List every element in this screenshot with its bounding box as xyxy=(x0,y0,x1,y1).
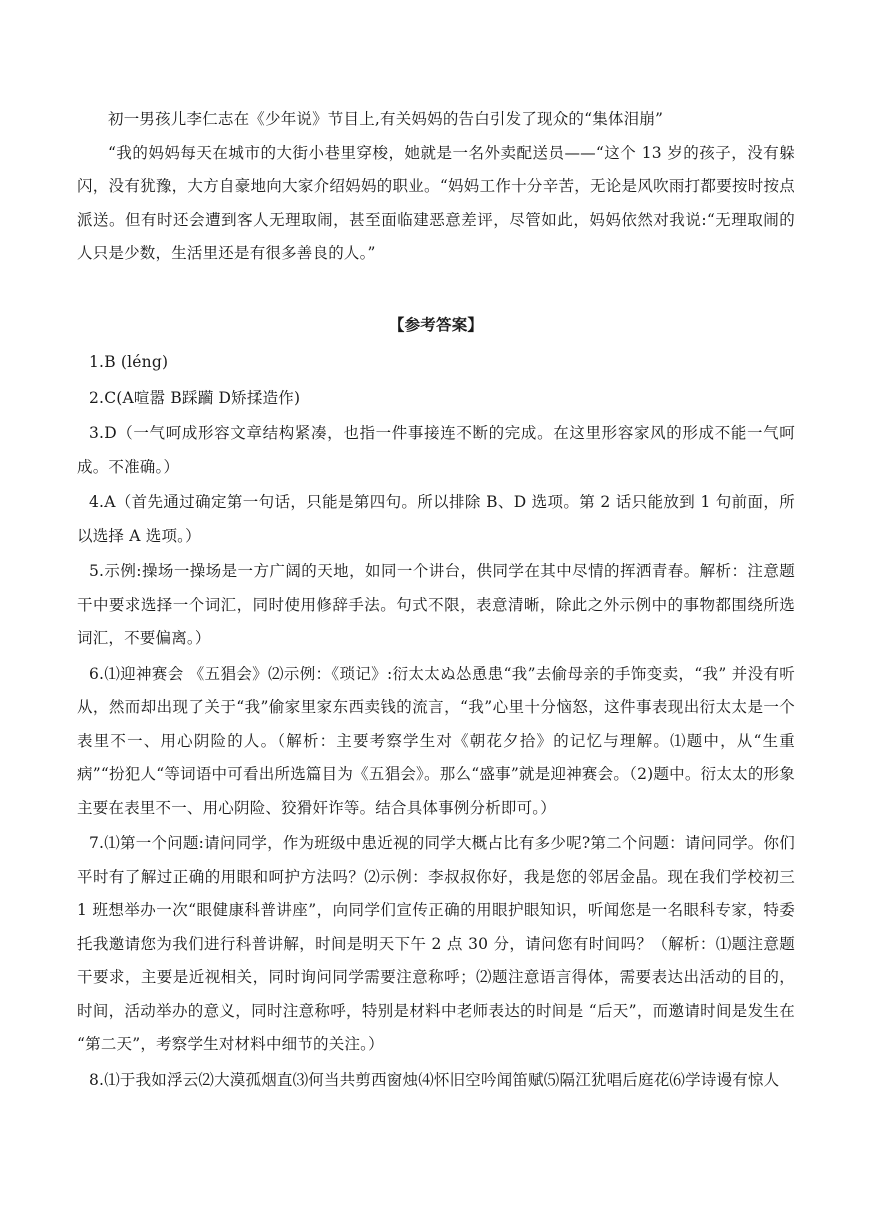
intro-paragraph: “我的妈妈每天在城市的大街小巷里穿梭，她就是一名外卖配送员——“这个 13 岁的孩子，没有躲闪，没有犹豫，大方自豪地向大家介绍妈妈的职业。“妈妈工作十分辛苦，无论是风吹雨打都要按时按点派送。但有时还会遭到客人无理取闹，甚至面临建恶意差评，尽管如此，妈妈依然对我说:“无理取闹的人只是少数，生活里还是有很多善良的人。” xyxy=(77,143,795,262)
answers-title: 【参考答案】 xyxy=(388,315,484,334)
answer-item: 2.C(A喧嚣 B踩躏 D矫揉造作) xyxy=(89,388,301,407)
document-content xyxy=(77,103,795,1097)
answer-item: 6.⑴迎神赛会 《五猖会》⑵示例：《琐记》:衍太太ぬ怂恿患“我”去偷母亲的手饰变卖，“我” 并没有听从，然而却出现了关于“我”偷家里家东西卖钱的流言，“我”心里十分恼怒，这件事表现出衍太太是一个表里不一、用心阴险的人。（解析：主要考察学生对《朝花夕拾》的记忆与理解。⑴题中，从“生重病”“扮犯人“等词语中可看出所选篇目为《五猖会》。那么“盛事”就是迎神赛会。（2)题中。衍太太的形象主要在表里不一、用心阴险、狡猾奸诈等。结合具体事例分析即可。） xyxy=(77,664,795,817)
answer-item: 7.⑴第一个问题:请问同学，作为班级中患近视的同学大概占比有多少呢?第二个问题：请问同学。你们平时有了解过正确的用眼和呵护方法吗？⑵示例：李叔叔你好，我是您的邻居金晶。现在我们学校初三 1 班想举办一次“眼健康科普讲座”，向同学们宣传正确的用眼护眼知识，听闻您是一名眼科专家，特委托我邀请您为我们进行科普讲解，时间是明天下午 2 点 30 分，请问您有时间吗？（解析：⑴题注意题干要求，主要是近视相关，同时询问同学需要注意称呼；⑵题注意语言得体，需要表达出活动的目的，时间，活动举办的意义，同时注意称呼，特别是材料中老师表达的时间是 “后天”，而邀请时间是发生在 “第二天”，考察学生对材料中细节的关注。） xyxy=(77,834,795,1053)
answer-item: 4.A（首先通过确定第一句话，只能是第四句。所以排除 B、D 选项。第 2 话只能放到 1 句前面，所以选择 A 选项。） xyxy=(77,493,795,545)
answer-item: 1.B (léng) xyxy=(89,353,169,371)
answer-item: 5.示例:操场一操场是一方广阔的天地，如同一个讲台，供同学在其中尽情的挥洒青春。解析：注意题干中要求选择一个词汇，同时使用修辞手法。句式不限，表意清晰，除此之外示例中的事物都围绕所选词汇，不要偏离。） xyxy=(77,562,795,647)
answer-item: 3.D（一气呵成形容文章结构紧凑，也指一件事接连不断的完成。在这里形容家风的形成不能一气呵成。不准确。） xyxy=(77,424,795,476)
answer-item: 8.⑴于我如浮云⑵大漠孤烟直⑶何当共剪西窗烛⑷怀旧空吟闻笛赋⑸隔江犹唱后庭花⑹学诗谩有惊人 xyxy=(89,1070,780,1089)
intro-line: 初一男孩儿李仁志在《少年说》节目上,有关妈妈的告白引发了现众的“集体泪崩” xyxy=(108,110,664,128)
